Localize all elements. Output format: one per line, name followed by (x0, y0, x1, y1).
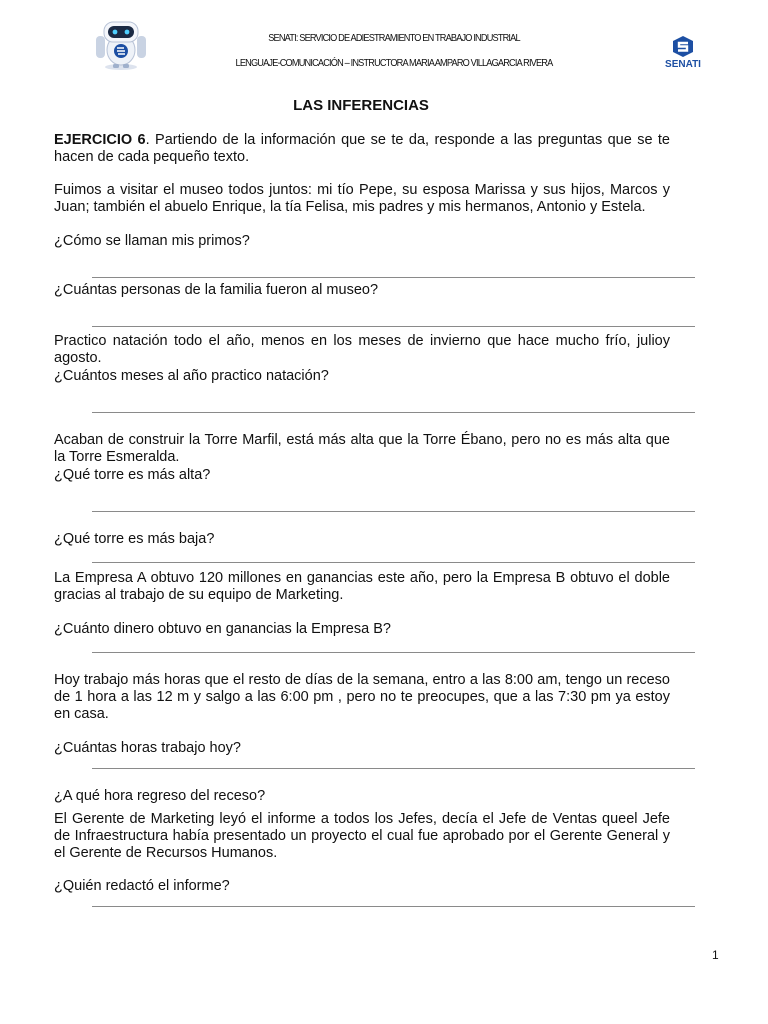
robot-logo (86, 18, 156, 70)
question-work-hours: ¿Cuántas horas trabajo hoy? (54, 740, 241, 756)
answer-line[interactable] (92, 326, 695, 327)
answer-line[interactable] (92, 412, 695, 413)
question-break-return: ¿A qué hora regreso del receso? (54, 788, 266, 804)
paragraph-swimming: Practico natación todo el año, menos en los meses de invierno que hace mucho frío, julioy agosto. (54, 333, 670, 366)
answer-line[interactable] (92, 906, 695, 907)
question-company-b-earnings: ¿Cuánto dinero obtuvo en ganancias la Empresa B? (54, 621, 391, 637)
answer-line[interactable] (92, 277, 695, 278)
answer-line[interactable] (92, 511, 695, 512)
paragraph-museum: Fuimos a visitar el museo todos juntos: mi tío Pepe, su esposa Marissa y sus hijos, Marcos y Juan; también el abuelo Enrique, la tía Felisa, mis padres y mis hermanos, Antonio y Estela. (54, 182, 670, 215)
paragraph-company: La Empresa A obtuvo 120 millones en ganancias este año, pero la Empresa B obtuvo el doble gracias al trabajo de su equipo de Marketing. (54, 570, 670, 603)
paragraph-work-hours: Hoy trabajo más horas que el resto de días de la semana, entro a las 8:00 am, tengo un receso de 1 hora a las 12 m y salgo a las 6:00 pm , pero no te preocupes, que a las 7:30 pm ya estoy en casa. (54, 672, 670, 722)
senati-logo (658, 35, 708, 71)
question-shortest-tower: ¿Qué torre es más baja? (54, 531, 215, 547)
paragraph-towers: Acaban de construir la Torre Marfil, está más alta que la Torre Ébano, pero no es más alta que la Torre Esmeralda. (54, 432, 670, 465)
answer-line[interactable] (92, 652, 695, 653)
question-family-count: ¿Cuántas personas de la familia fueron al museo? (54, 282, 379, 298)
question-tallest-tower: ¿Qué torre es más alta? (54, 467, 211, 483)
page-number: 1 (712, 948, 719, 962)
senati-logo-text: SENATI (665, 59, 701, 70)
exercise-instruction-text: . Partiendo de la información que se te da, responde a las preguntas que se te hacen de cada pequeño texto. (54, 132, 670, 165)
exercise-instruction (54, 132, 670, 166)
paragraph-report: El Gerente de Marketing leyó el informe a todos los Jefes, decía el Jefe de Ventas queel Jefe de Infraestructura había presentado un proyecto el cual fue aprobado por el Gerente General y el Gerente de Recursos Humanos. (54, 811, 670, 861)
answer-line[interactable] (92, 768, 695, 769)
question-report-author: ¿Quién redactó el informe? (54, 878, 230, 894)
exercise-label: EJERCICIO 6 (54, 132, 146, 148)
question-swimming-months: ¿Cuántos meses al año practico natación? (54, 368, 329, 384)
question-cousins: ¿Cómo se llaman mis primos? (54, 233, 250, 249)
header-course: LENGUAJE-COMUNICACIÓN – INSTRUCTORA MARIA AMPARO VILLAGARCIA RIVERA (235, 58, 553, 69)
answer-line[interactable] (92, 562, 695, 563)
header-institution: SENATI: SERVICIO DE ADIESTRAMIENTO EN TRABAJO INDUSTRIAL (268, 33, 520, 44)
page-title: LAS INFERENCIAS (293, 97, 429, 114)
